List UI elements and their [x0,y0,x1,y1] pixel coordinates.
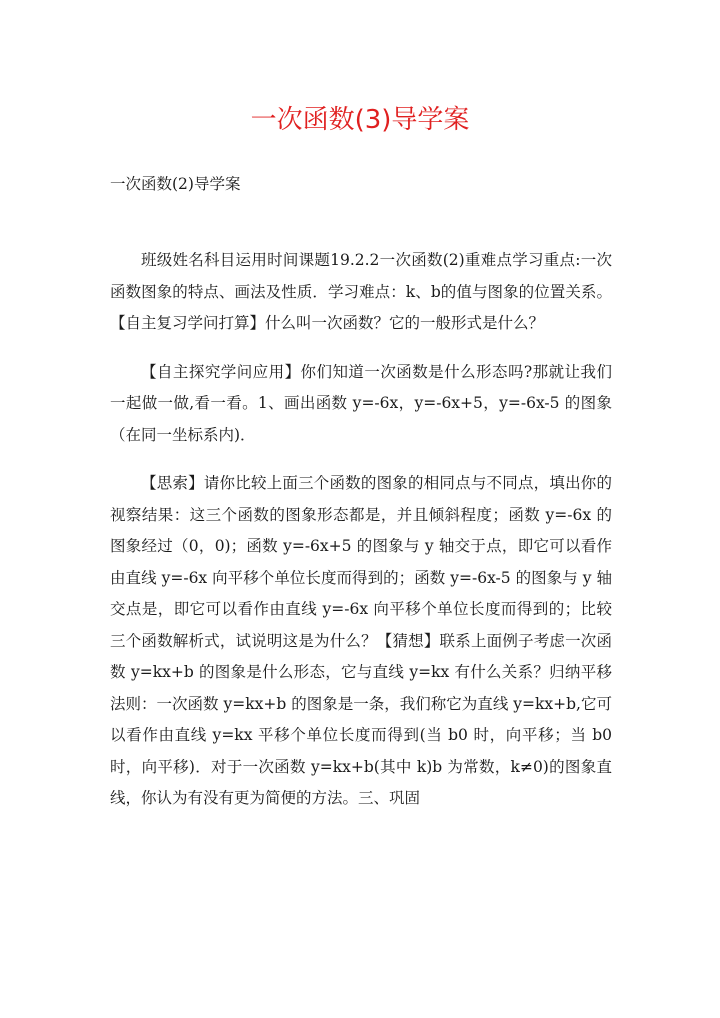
document-subtitle: 一次函数(2)导学案 [110,175,241,193]
document-body [110,245,612,815]
document-title: 一次函数(3)导学案 [250,105,470,135]
paragraph-2: 【自主探究学问应用】你们知道一次函数是什么形态吗?那就让我们一起做一做,看一看。1、画出函数 y=-6x，y=-6x+5，y=-6x-5 的图象（在同一坐标系内)． [110,362,612,444]
paragraph-1: 班级姓名科目运用时间课题19.2.2一次函数(2)重难点学习重点:一次函数图象的特点、画法及性质．学习难点：k、b的值与图象的位置关系。【自主复习学问打算】什么叫一次函数？它的一般形式是什么？ [110,251,612,332]
paragraph-3: 【思索】请你比较上面三个函数的图象的相同点与不同点，填出你的视察结果：这三个函数的图象形态都是，并且倾斜程度；函数 y=-6x 的图象经过（0，0)；函数 y=-6x+5 的图象与 y 轴交于点，即它可以看作由直线 y=-6x 向平移个单位长度而得到的；函数 y=-6x-5 的图象与 y 轴交点是，即它可以看作由直线 y=-6x 向平移个单位长度而得到的；比较三个函数解析式，试说明这是为什么？【猜想】联系上面例子考虑一次函数 y=kx+b 的图象是什么形态，它与直线 y=kx 有什么关系？归纳平移法则：一次函数 y=kx+b 的图象是一条，我们称它为直线 y=kx+b,它可以看作由直线 y=kx 平移个单位长度而得到(当 b0 时，向平移；当 b0 时，向平移)．对于一次函数 y=kx+b(其中 k)b 为常数，k≠0)的图象直线，你认为有没有更为简便的方法。三、巩固 [110,474,612,807]
